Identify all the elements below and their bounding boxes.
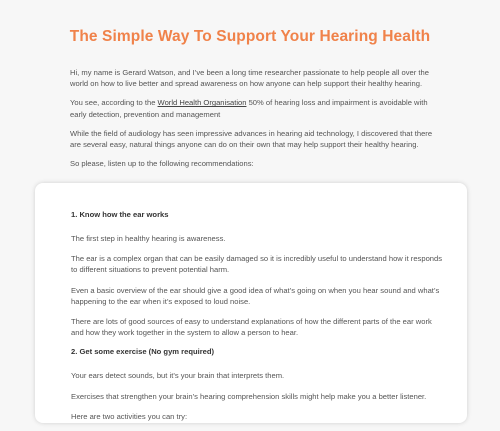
section-2-paragraph-2: Exercises that strengthen your brain’s hearing comprehension skills might help make you a better listener.: [71, 391, 427, 401]
recommendations-card: [35, 183, 467, 423]
intro-paragraph-2-end: 50% of hearing loss and impairment is avoidable with early detection, prevention and management: [70, 98, 428, 119]
section-1-paragraph-4: There are lots of good sources of easy to understand explanations of how the different parts of the ear work and how they work together in the system to allow a person to hear.: [71, 317, 432, 338]
section-1-paragraph-1: The first step in healthy hearing is awareness.: [71, 234, 226, 243]
intro-paragraph-2: [70, 97, 442, 119]
section-1-paragraph-2: The ear is a complex organ that can be easily damaged so it is incredibly useful to understand how it responds to different situations to prevent potential harm.: [71, 254, 443, 275]
page-title: The Simple Way To Support Your Hearing Health: [69, 28, 431, 45]
intro-paragraph-2-start: You see, according to the: [70, 98, 158, 108]
who-link[interactable]: World Health Organisation: [157, 98, 247, 108]
intro-paragraph-4: So please, listen up to the following recommendations:: [70, 159, 254, 169]
section-1-paragraph-3: Even a basic overview of the ear should give a good idea of what’s going on when you hear sound and what’s happening to the ear when it’s exposed to loud noise.: [71, 285, 440, 306]
section-2-paragraph-3: Here are two activities you can try:: [71, 411, 188, 421]
section-2-paragraph-1: Your ears detect sounds, but it’s your brain that interprets them.: [71, 371, 285, 381]
section-1-heading: 1. Know how the ear works: [71, 210, 169, 219]
card-content: [71, 210, 443, 431]
intro-section: [70, 67, 442, 177]
intro-paragraph-1: Hi, my name is Gerard Watson, and I’ve been a long time researcher passionate to help people all over the world on how to live better and spread awareness on how anyone can help support their healthy hearing.: [70, 68, 429, 89]
intro-paragraph-3: While the field of audiology has seen impressive advances in hearing aid technology, I discovered that there are several easy, natural things anyone can do on their own that may help support their healthy hearing.: [70, 128, 433, 150]
section-2-heading: 2. Get some exercise (No gym required): [71, 347, 215, 357]
